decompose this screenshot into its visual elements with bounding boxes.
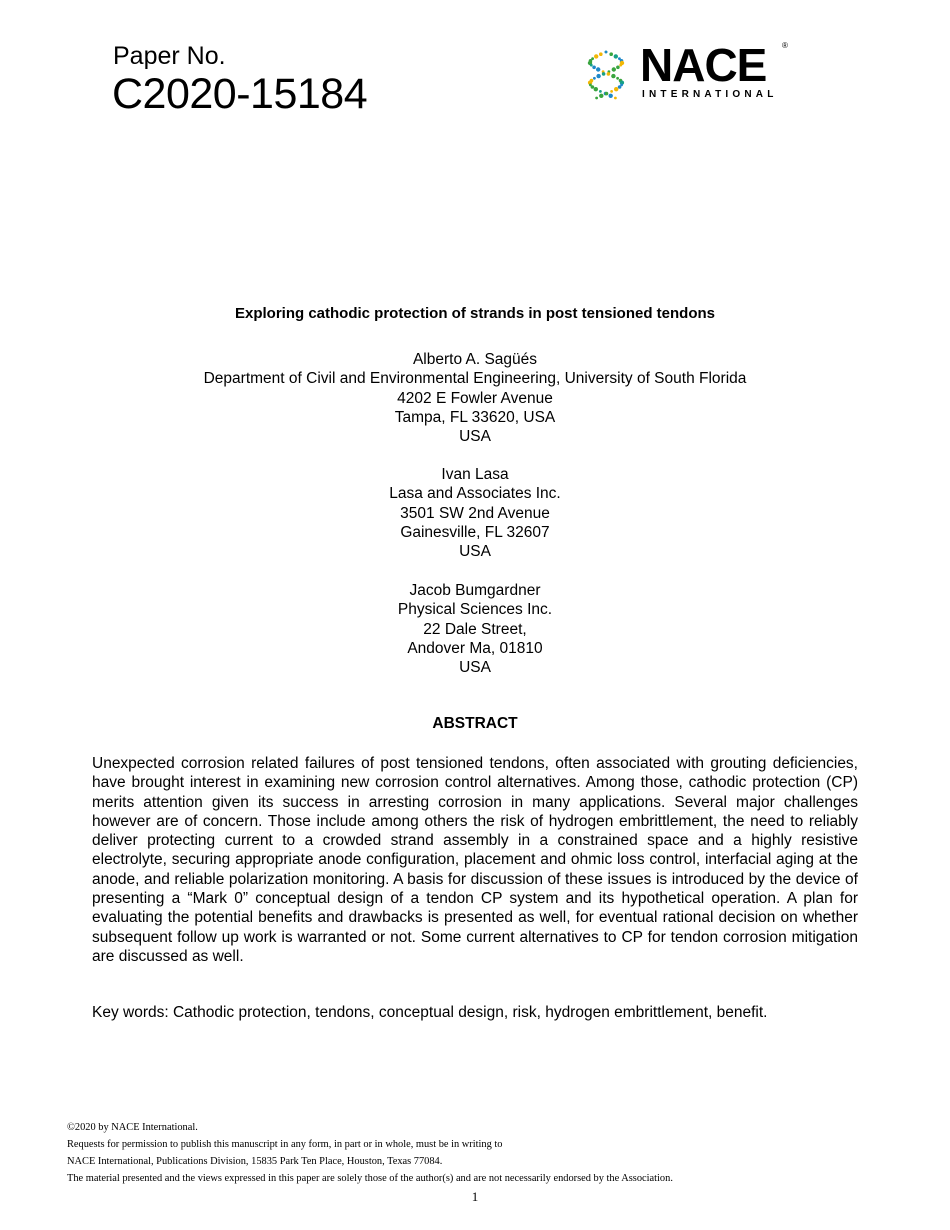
- logo-dot: [590, 64, 593, 67]
- logo-dot: [618, 85, 622, 89]
- logo-dot: [610, 90, 613, 93]
- abstract-heading: ABSTRACT: [432, 715, 518, 732]
- author-street: 3501 SW 2nd Avenue: [400, 504, 550, 522]
- logo-dot: [609, 52, 613, 56]
- logo-dot: [614, 54, 618, 58]
- paper-label: Paper No.: [113, 42, 226, 70]
- logo-dot: [614, 87, 618, 91]
- logo-subtitle: INTERNATIONAL: [642, 89, 778, 100]
- abstract-body: Unexpected corrosion related failures of post tensioned tendons, often associated with grouting deficiencies, have brought interest in examining new corrosion control alternatives. Among those, cathodic protection (CP) merits attention given its success in arresting corrosion in many applications. Several major challenges however are of concern. Those include among others the risk of hydrogen embrittlement, the need to reliably deliver protecting current to a crowded strand assembly in a constrained space and a highly resistive electrolyte, securing appropriate anode configuration, placement and ohmic loss control, interfacial aging at the anode, and reliable polarization monitoring. A basis for discussion of these issues is introduced by the device of presenting a “Mark 0” conceptual design of a tendon CP system and its hypothetical operation. A plan for evaluating the potential benefits and drawbacks is presented as well, for eventual rational decision on whether subsequent follow up work is warranted or not. Some current alternatives to CP for tendon corrosion mitigation are discussed as well.: [92, 755, 858, 965]
- logo-dot: [616, 77, 619, 80]
- logo-dot: [593, 77, 596, 80]
- author-affiliation: Lasa and Associates Inc.: [389, 485, 561, 503]
- logo-dot: [614, 97, 617, 100]
- author-country: USA: [459, 659, 491, 677]
- logo-dot: [596, 67, 600, 71]
- page-number: 1: [471, 1189, 479, 1204]
- paper-title: Exploring cathodic protection of strands in post tensioned tendons: [234, 305, 716, 322]
- logo-dot: [616, 66, 620, 70]
- permission-line: Requests for permission to publish this manuscript in any form, in part or in whole, must be in writing to: [67, 1139, 503, 1150]
- logo-dot: [599, 94, 603, 98]
- logo-dot: [607, 72, 611, 76]
- logo-dot: [605, 92, 609, 96]
- author-block-3: [0, 581, 950, 677]
- author-affiliation: Department of Civil and Environmental Engineering, University of South Florida: [203, 370, 747, 388]
- author-street: 22 Dale Street,: [423, 620, 527, 638]
- registered-mark: ®: [782, 41, 788, 50]
- author-name: Ivan Lasa: [441, 466, 509, 483]
- author-city: Tampa, FL 33620, USA: [394, 408, 556, 426]
- author-country: USA: [459, 428, 491, 446]
- logo-wordmark: NACE: [640, 39, 767, 91]
- logo-dot: [609, 94, 613, 98]
- logo-dot: [605, 51, 608, 54]
- logo-dot: [612, 67, 616, 71]
- author-block-1: [0, 350, 950, 446]
- address-line: NACE International, Publications Division, 15835 Park Ten Place, Houston, Texas 77084.: [67, 1156, 443, 1167]
- author-name: Jacob Bumgardner: [409, 582, 541, 599]
- logo-dot: [619, 64, 622, 67]
- logo-dot: [594, 54, 598, 58]
- logo-dot: [595, 97, 598, 100]
- logo-dot: [602, 72, 606, 76]
- logo-dot: [611, 74, 615, 78]
- logo-dot: [591, 85, 595, 89]
- author-affiliation: Physical Sciences Inc.: [397, 601, 553, 619]
- nace-logo-icon: [580, 48, 638, 104]
- footer-notice: [67, 1119, 673, 1187]
- copyright-line: ©2020 by NACE International.: [67, 1122, 198, 1133]
- logo-dot: [592, 66, 596, 70]
- logo-dot: [599, 52, 603, 56]
- author-city: Andover Ma, 01810: [407, 639, 543, 657]
- logo-dot: [594, 87, 598, 91]
- disclaimer-line: The material presented and the views expressed in this paper are solely those of the author(s) and are not necessarily endorsed by the Association.: [67, 1173, 673, 1184]
- logo-dot: [596, 74, 600, 78]
- author-country: USA: [459, 543, 491, 561]
- paper-number: C2020-15184: [112, 70, 368, 118]
- author-name: Alberto A. Sagüés: [412, 351, 538, 368]
- author-city: Gainesville, FL 32607: [400, 523, 550, 541]
- author-block-2: [0, 465, 950, 561]
- logo-dot: [599, 90, 602, 93]
- keywords: Key words: Cathodic protection, tendons, conceptual design, risk, hydrogen embrittlement, benefit.: [92, 1004, 768, 1021]
- author-street: 4202 E Fowler Avenue: [397, 389, 553, 407]
- nace-logo: [580, 39, 795, 106]
